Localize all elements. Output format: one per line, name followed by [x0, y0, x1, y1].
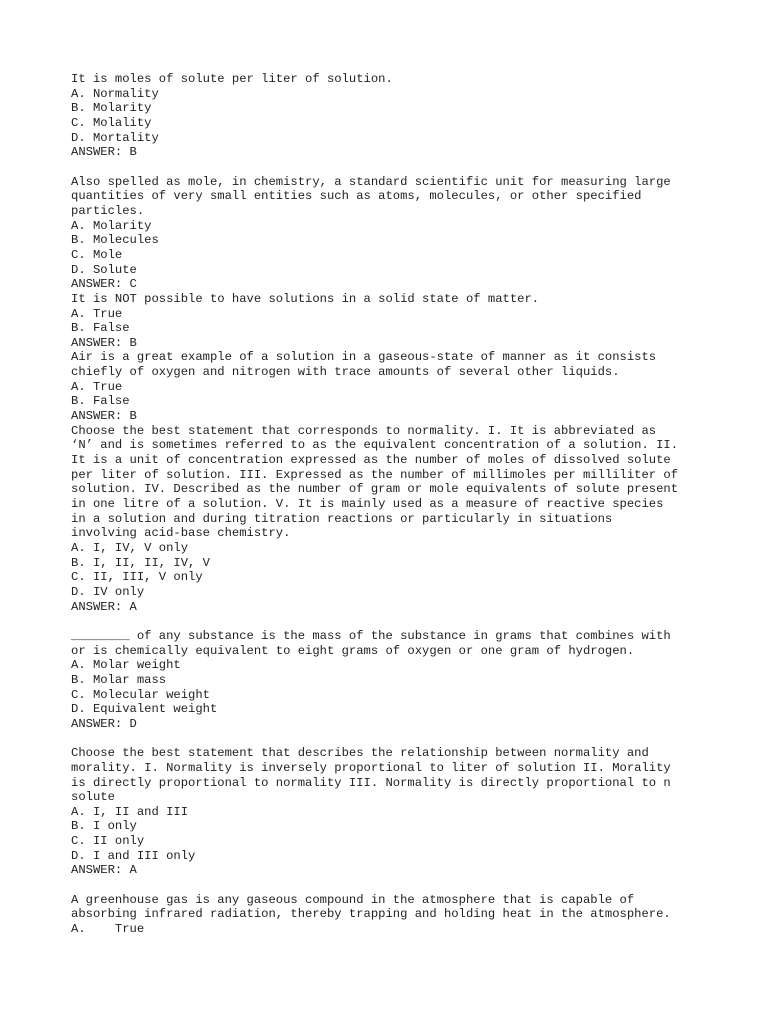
option-line: C. II only: [71, 834, 145, 849]
text-line: Also spelled as mole, in chemistry, a standard scientific unit for measuring large: [71, 174, 671, 189]
text-line: involving acid-base chemistry.: [71, 526, 291, 541]
option-line: C. II, III, V only: [71, 570, 203, 585]
blank-line: [71, 732, 711, 747]
text-line: particles.: [71, 203, 145, 218]
text-line: in one litre of a solution. V. It is mainly used as a measure of reactive species: [71, 497, 664, 512]
answer-line: ANSWER: B: [71, 335, 137, 350]
option-line: C. Molality: [71, 115, 152, 130]
text-line: chiefly of oxygen and nitrogen with trace amounts of several other liquids.: [71, 365, 620, 380]
text-line: ‘N’ and is sometimes referred to as the equivalent concentration of a solution. II.: [71, 438, 679, 453]
text-line: It is a unit of concentration expressed as the number of moles of dissolved solute: [71, 453, 671, 468]
option-line: B. False: [71, 321, 130, 336]
answer-line: ANSWER: D: [71, 716, 137, 731]
option-line: B. Molar mass: [71, 672, 167, 687]
option-line: D. IV only: [71, 584, 145, 599]
option-line: D. Equivalent weight: [71, 702, 218, 717]
text-line: It is NOT possible to have solutions in a solid state of matter.: [71, 291, 540, 306]
text-line: Air is a great example of a solution in a gaseous-state of manner as it consists: [71, 350, 657, 365]
option-line: A. Molar weight: [71, 658, 181, 673]
text-line: Choose the best statement that corresponds to normality. I. It is abbreviated as: [71, 423, 657, 438]
answer-line: ANSWER: A: [71, 599, 137, 614]
text-line: absorbing infrared radiation, thereby trapping and holding heat in the atmosphere.: [71, 907, 671, 922]
option-line: D. Solute: [71, 262, 137, 277]
option-line: A. I, II and III: [71, 804, 189, 819]
text-line: solution. IV. Described as the number of gram or mole equivalents of solute present: [71, 482, 679, 497]
option-line: A. True: [71, 379, 123, 394]
option-line: D. Mortality: [71, 130, 159, 145]
text-line: quantities of very small entities such as atoms, molecules, or other specified: [71, 189, 642, 204]
text-line: ________ of any substance is the mass of the substance in grams that combines with: [71, 628, 671, 643]
document-text: [71, 72, 711, 937]
text-line: It is moles of solute per liter of solution.: [71, 72, 393, 86]
option-line: A. True: [71, 922, 145, 937]
option-line: B. I only: [71, 819, 137, 834]
option-line: B. Molarity: [71, 101, 152, 116]
option-line: C. Molecular weight: [71, 687, 210, 702]
option-line: A. I, IV, V only: [71, 541, 189, 555]
answer-line: ANSWER: C: [71, 277, 137, 292]
text-line: A greenhouse gas is any gaseous compound in the atmosphere that is capable of: [71, 892, 635, 907]
option-line: A. Normality: [71, 86, 159, 101]
text-line: or is chemically equivalent to eight grams of oxygen or one gram of hydrogen.: [71, 643, 635, 658]
option-line: B. False: [71, 394, 130, 409]
text-line: solute: [71, 790, 115, 805]
option-line: A. Molarity: [71, 218, 152, 233]
option-line: A. True: [71, 306, 123, 321]
option-line: C. Mole: [71, 247, 123, 262]
text-line: in a solution and during titration reactions or particularly in situations: [71, 511, 613, 526]
answer-line: ANSWER: A: [71, 863, 137, 878]
option-line: D. I and III only: [71, 848, 196, 863]
text-line: per liter of solution. III. Expressed as the number of millimoles per milliliter of: [71, 467, 679, 482]
blank-line: [71, 160, 711, 175]
answer-line: ANSWER: B: [71, 409, 137, 424]
option-line: B. Molecules: [71, 233, 159, 248]
text-line: morality. I. Normality is inversely proportional to liter of solution II. Morality: [71, 760, 671, 775]
option-line: B. I, II, II, IV, V: [71, 555, 210, 570]
text-line: is directly proportional to normality III. Normality is directly proportional to n: [71, 775, 671, 790]
answer-line: ANSWER: B: [71, 145, 137, 160]
blank-line: [71, 614, 711, 629]
blank-line: [71, 878, 711, 893]
text-line: Choose the best statement that describes the relationship between normality and: [71, 746, 649, 761]
